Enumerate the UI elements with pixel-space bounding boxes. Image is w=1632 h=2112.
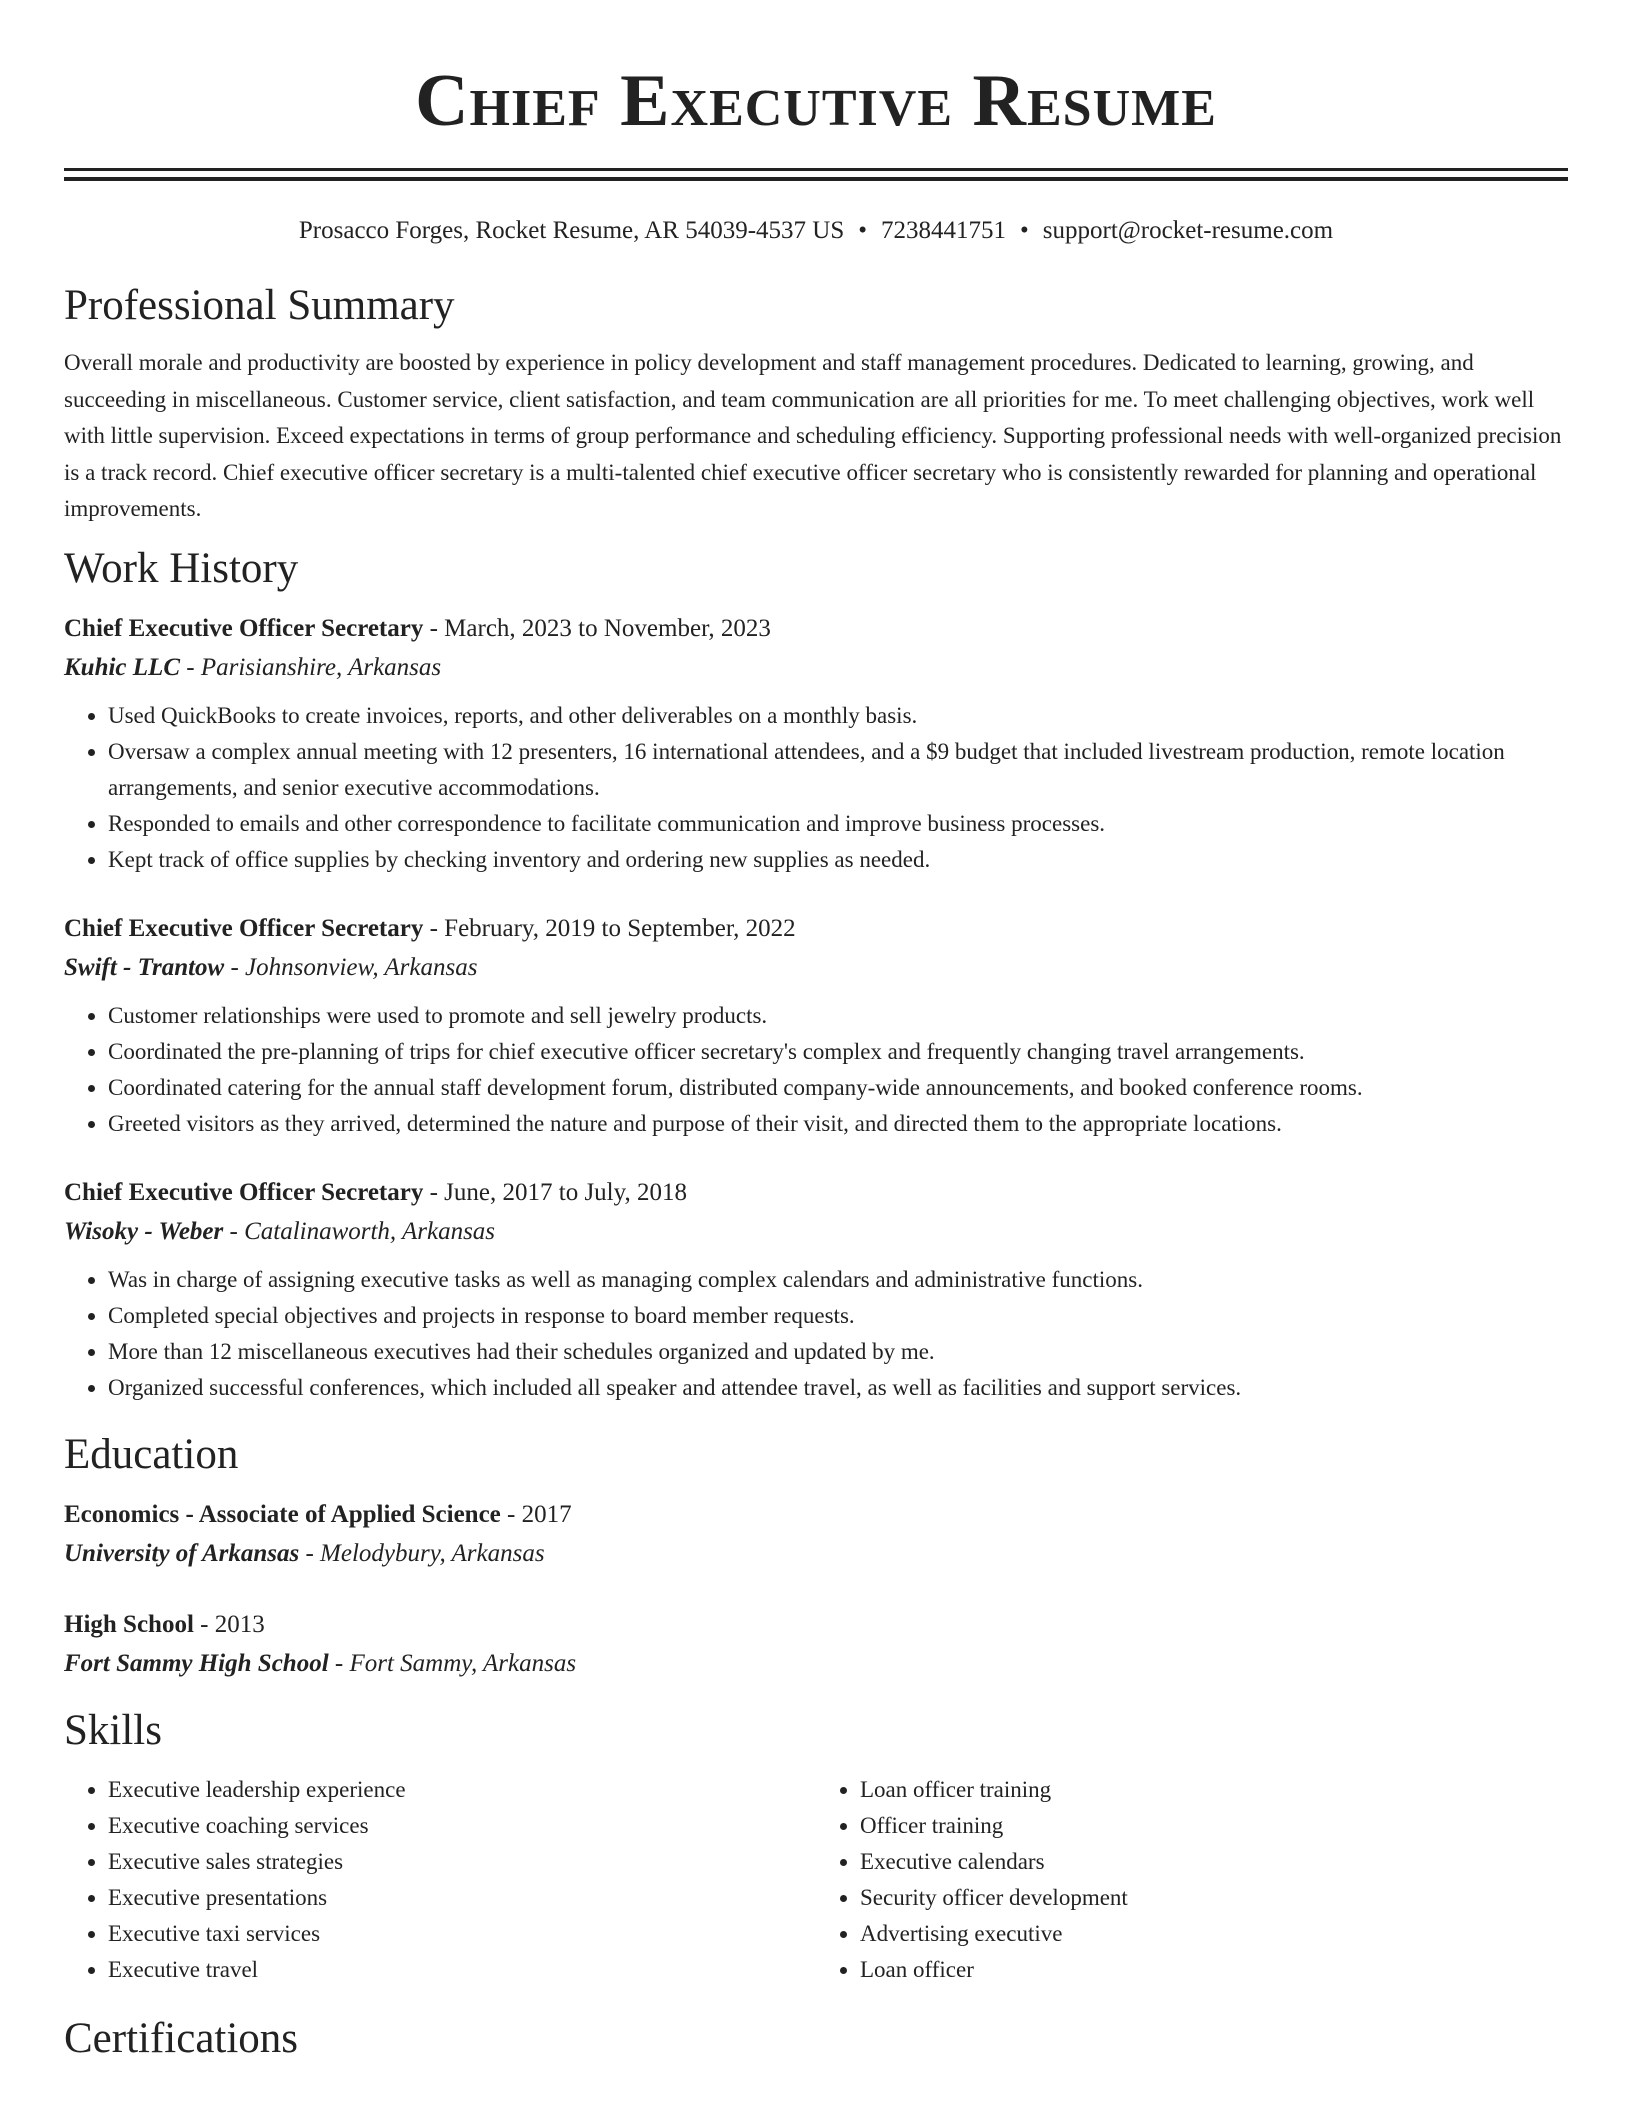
list-item: • Oversaw a complex annual meeting with 12 presenters, 16 international attendees, and a $9 budget that included livestream production, remote location arrangements, and senior executive accommodations.: [108, 734, 1568, 806]
summary-text: Overall morale and productivity are boosted by experience in policy development and staff management procedures. Dedicated to learning, growing, and succeeding in miscellaneous. Customer service, client satisfaction, and team communication are all priorities for me. To meet challenging objectives, work well with little supervision. Exceed expectations in terms of group performance and scheduling efficiency. Supporting professional needs with well-organized precision is a track record. Chief executive officer secretary is a multi-talented chief executive officer secretary who is consistently rewarded for planning and operational improvements.: [64, 350, 1562, 521]
job-dates: - March, 2023 to November, 2023: [423, 614, 771, 642]
title-divider-top: [64, 168, 1568, 171]
job-dates: - June, 2017 to July, 2018: [423, 1178, 688, 1206]
list-item: • Used QuickBooks to create invoices, reports, and other deliverables on a monthly basis.: [108, 698, 1568, 734]
title-divider-bottom: [64, 177, 1568, 181]
list-item: • Completed special objectives and projects in response to board member requests.: [108, 1298, 1568, 1334]
skill-item: • Executive coaching services: [108, 1808, 816, 1844]
job-title: Chief Executive Officer Secretary: [64, 1178, 424, 1206]
skill-item: • Security officer development: [860, 1880, 1568, 1916]
resume-page: [64, 0, 1568, 2066]
skills-columns: [64, 1772, 1568, 1988]
skill-item: • Advertising executive: [860, 1916, 1568, 1952]
company-name: Kuhic LLC: [64, 653, 180, 681]
education-entry: [64, 1496, 1568, 1574]
school-name: Fort Sammy High School: [64, 1649, 329, 1677]
list-item: • Greeted visitors as they arrived, determined the nature and purpose of their visit, and directed them to the appropriate locations.: [108, 1106, 1568, 1142]
job-entry: [64, 1174, 1568, 1406]
skill-item: • Executive sales strategies: [108, 1844, 816, 1880]
skill-item: • Loan officer training: [860, 1772, 1568, 1808]
section-heading-certifications: Certifications: [64, 2014, 299, 2062]
job-entry: [64, 610, 1568, 878]
list-item: • Coordinated catering for the annual staff development forum, distributed company-wide announcements, and booked conference rooms.: [108, 1070, 1568, 1106]
bullet-separator: •: [858, 217, 868, 244]
school-name: University of Arkansas: [64, 1539, 300, 1567]
list-item: • Coordinated the pre-planning of trips for chief executive officer secretary's complex and frequently changing travel arrangements.: [108, 1034, 1568, 1070]
section-heading-summary: Professional Summary: [64, 282, 455, 329]
email-address[interactable]: support@rocket-resume.com: [1042, 217, 1334, 244]
skills-list-right: [816, 1772, 1568, 1988]
list-item: • Kept track of office supplies by checking inventory and ordering new supplies as needed.: [108, 842, 1568, 878]
job-title: Chief Executive Officer Secretary: [64, 614, 424, 642]
education-entry: [64, 1606, 1568, 1684]
skills-list-left: [64, 1772, 816, 1988]
company-name: Swift - Trantow: [64, 953, 225, 981]
bullet-separator: •: [1020, 217, 1029, 244]
skill-item: • Executive calendars: [860, 1844, 1568, 1880]
list-item: • Responded to emails and other correspondence to facilitate communication and improve business processes.: [108, 806, 1568, 842]
section-heading-education: Education: [64, 1430, 239, 1478]
list-item: • Was in charge of assigning executive tasks as well as managing complex calendars and administrative functions.: [108, 1262, 1568, 1298]
skill-item: • Loan officer: [860, 1952, 1568, 1988]
job-dates: - February, 2019 to September, 2022: [423, 914, 796, 942]
graduation-year: - 2017: [500, 1500, 572, 1528]
school-location: - Melodybury, Arkansas: [299, 1539, 545, 1567]
school-location: - Fort Sammy, Arkansas: [328, 1649, 577, 1677]
contact-line: [64, 215, 1568, 247]
skill-item: • Executive presentations: [108, 1880, 816, 1916]
list-item: • More than 12 miscellaneous executives had their schedules organized and updated by me.: [108, 1334, 1568, 1370]
skill-item: • Executive travel: [108, 1952, 816, 1988]
company-name: Wisoky - Weber: [64, 1217, 224, 1245]
skill-item: • Executive leadership experience: [108, 1772, 816, 1808]
job-title: Chief Executive Officer Secretary: [64, 914, 424, 942]
resume-title: Chief Executive Resume: [415, 60, 1217, 142]
job-bullets: [64, 998, 1568, 1142]
address: Prosacco Forges, Rocket Resume, AR 54039-4537 US: [298, 217, 845, 244]
list-item: • Customer relationships were used to promote and sell jewelry products.: [108, 998, 1568, 1034]
phone-number: 7238441751: [881, 217, 1007, 244]
section-heading-skills: Skills: [64, 1706, 162, 1754]
job-entry: [64, 910, 1568, 1142]
skill-item: • Executive taxi services: [108, 1916, 816, 1952]
degree-name: Economics - Associate of Applied Science: [64, 1500, 501, 1528]
section-heading-work-history: Work History: [64, 544, 299, 592]
graduation-year: - 2013: [193, 1610, 265, 1638]
job-location: - Johnsonview, Arkansas: [224, 953, 478, 981]
list-item: • Organized successful conferences, which included all speaker and attendee travel, as well as facilities and support services.: [108, 1370, 1568, 1406]
skill-item: • Officer training: [860, 1808, 1568, 1844]
job-location: - Catalinaworth, Arkansas: [223, 1217, 496, 1245]
job-location: - Parisianshire, Arkansas: [180, 653, 442, 681]
job-bullets: [64, 1262, 1568, 1406]
degree-name: High School: [64, 1610, 194, 1638]
job-bullets: [64, 698, 1568, 878]
